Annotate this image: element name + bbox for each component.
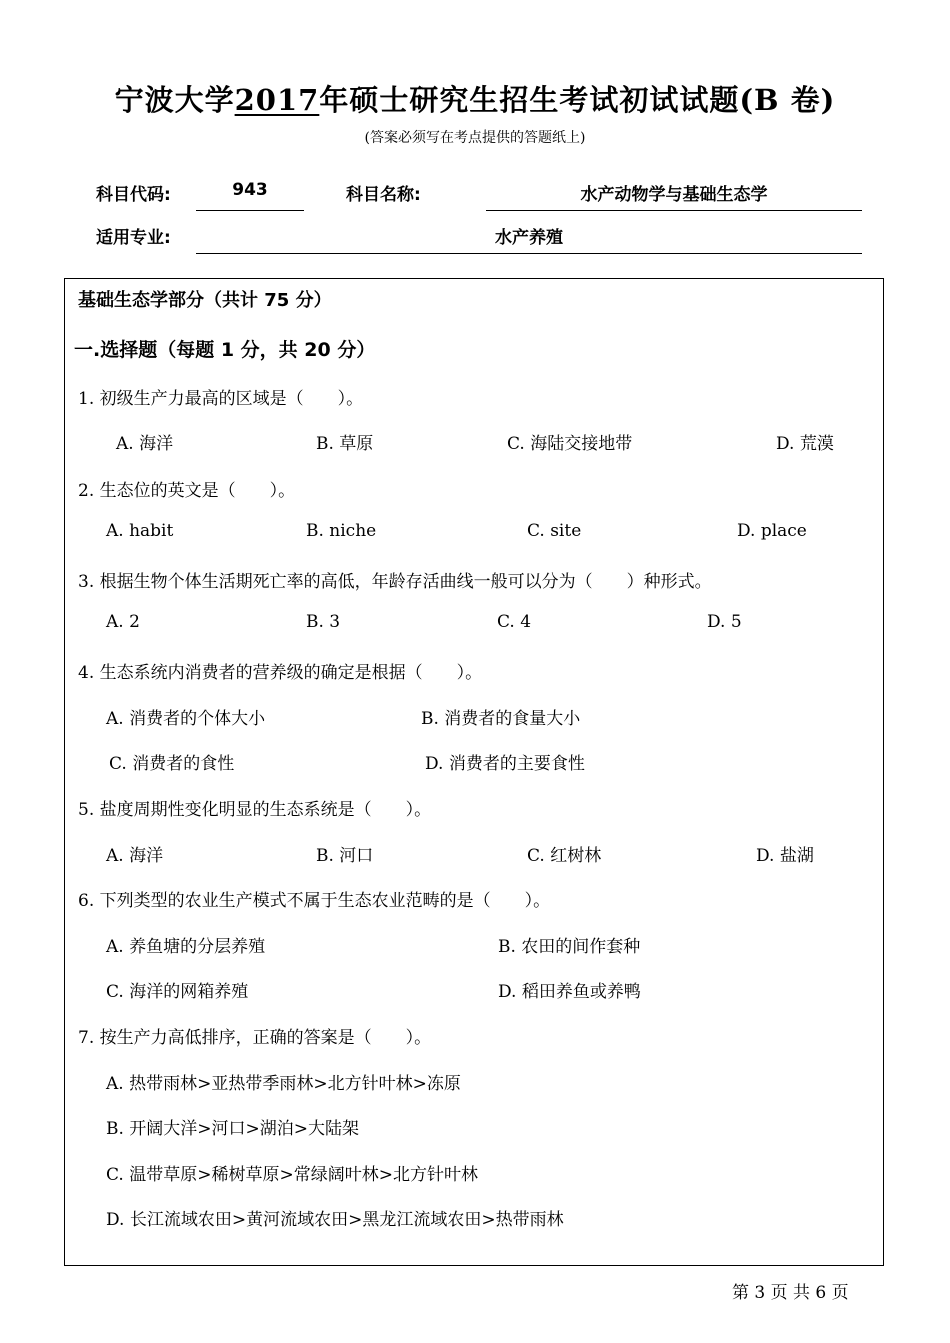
option-b: B. 农田的间作套种 — [498, 937, 641, 957]
option-b: B. 消费者的食量大小 — [421, 709, 581, 729]
question-stem: 5. 盐度周期性变化明显的生态系统是（ ）。 — [78, 800, 432, 820]
option-b: B. 草原 — [316, 434, 374, 454]
question-stem: 7. 按生产力高低排序，正确的答案是（ ）。 — [78, 1028, 432, 1048]
question-stem: 4. 生态系统内消费者的营养级的确定是根据（ ）。 — [78, 663, 483, 683]
code-underline — [196, 210, 304, 211]
major-label: 适用专业: — [96, 228, 171, 248]
option-a: A. 海洋 — [106, 846, 164, 866]
exam-year: 2017 — [234, 83, 320, 117]
option-a: A. 海洋 — [116, 434, 174, 454]
page-number: 第 3 页 共 6 页 — [732, 1283, 849, 1303]
question-stem: 1. 初级生产力最高的区域是（ ）。 — [78, 389, 364, 409]
option-c: C. 消费者的食性 — [109, 754, 235, 774]
option-a: A. 养鱼塘的分层养殖 — [106, 937, 266, 957]
option-c: C. site — [527, 521, 582, 541]
major-underline — [196, 253, 862, 254]
option-d: D. 5 — [707, 612, 742, 632]
question-stem: 3. 根据生物个体生活期死亡率的高低，年龄存活曲线一般可以分为（ ）种形式。 — [78, 572, 712, 592]
option-a: A. 2 — [106, 612, 140, 632]
option-c: C. 海洋的网箱养殖 — [106, 982, 249, 1002]
option-b: B. 河口 — [316, 846, 374, 866]
part-title: 一.选择题（每题 1 分，共 20 分） — [74, 339, 376, 361]
option-b: B. niche — [306, 521, 377, 541]
option-b: B. 3 — [306, 612, 341, 632]
subject-code-value: 943 — [232, 180, 268, 200]
option-c: C. 4 — [497, 612, 532, 632]
option-a: A. 消费者的个体大小 — [106, 709, 266, 729]
name-underline — [486, 210, 862, 211]
option-d: D. 稻田养鱼或养鸭 — [498, 982, 641, 1002]
answer-note: (答案必须写在考点提供的答题纸上) — [364, 130, 586, 146]
option-d: D. 消费者的主要食性 — [425, 754, 585, 774]
option-d: D. 荒漠 — [776, 434, 834, 454]
exam-title: 宁波大学2017年硕士研究生招生考试初试试题(B 卷) — [114, 83, 836, 117]
section-title: 基础生态学部分（共计 75 分） — [78, 290, 332, 311]
option-d: D. 长江流域农田>黄河流域农田>黑龙江流域农田>热带雨林 — [106, 1210, 564, 1230]
option-b: B. 开阔大洋>河口>湖泊>大陆架 — [106, 1119, 360, 1139]
subject-name-label: 科目名称: — [346, 185, 421, 205]
option-a: A. 热带雨林>亚热带季雨林>北方针叶林>冻原 — [106, 1074, 461, 1094]
subject-code-label: 科目代码: — [96, 185, 171, 205]
subject-name-value: 水产动物学与基础生态学 — [580, 185, 768, 205]
major-value: 水产养殖 — [495, 228, 563, 248]
question-stem: 6. 下列类型的农业生产模式不属于生态农业范畴的是（ ）。 — [78, 891, 551, 911]
option-c: C. 红树林 — [527, 846, 602, 866]
question-stem: 2. 生态位的英文是（ ）。 — [78, 481, 296, 501]
option-d: D. place — [737, 521, 807, 541]
option-c: C. 海陆交接地带 — [507, 434, 633, 454]
option-c: C. 温带草原>稀树草原>常绿阔叶林>北方针叶林 — [106, 1165, 478, 1185]
option-d: D. 盐湖 — [756, 846, 814, 866]
option-a: A. habit — [106, 521, 174, 541]
